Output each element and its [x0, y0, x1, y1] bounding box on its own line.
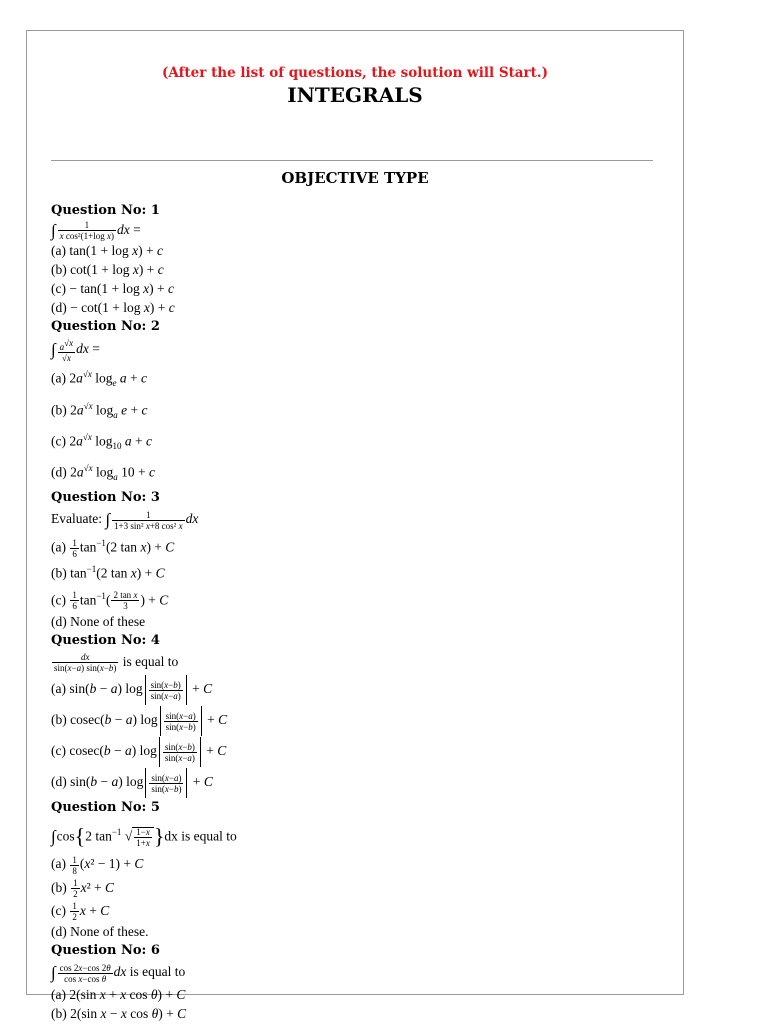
option-c: (c) $\frac{1}{2}$ x + C: [51, 901, 110, 923]
option-a: (a) $2a^{√x}$ $\log_e a + c$: [51, 369, 147, 389]
question-heading: Question No: 3: [51, 490, 160, 506]
page-title: INTEGRALS: [287, 83, 423, 107]
question-heading: Question No: 1: [51, 203, 160, 218]
question-heading: Question No: 6: [51, 943, 160, 959]
option-a: (a) $\frac{1}{6}$ $\tan^{-1}(2$ tan x) + C: [51, 538, 175, 560]
question-5-stem: ∫cos{2 $\tan^{-1}$ √ $\frac{1-x}{1+x}$ }dx is equal to: [51, 823, 237, 849]
option-c: (c) $\frac{1}{6}$ $\tan^{-1}$( $\frac{\text{2 tan x}}{3}$ ) + C: [51, 590, 169, 612]
option-b: (b) $\tan^{-1}(2$ tan x) + C: [51, 564, 165, 581]
question-1-stem: ∫ $\frac{1}{\text{x cos²(1+log x)}}$ dx =: [51, 220, 141, 242]
question-heading: Question No: 4: [51, 633, 160, 649]
option-c: (c) $2a^{√x}$ $\log_{10} a + c$: [51, 431, 152, 451]
question-heading: Question No: 5: [51, 799, 160, 815]
question-3-stem: Evaluate: ∫ $\frac{1}{\text{1+3 sin² x+8 cos² x}}$ dx: [51, 509, 199, 531]
question-4-stem: $\frac{dx}{\sin(x-a) \sin(x-b)}$ is equal to: [54, 652, 179, 674]
option-b: (b) cosec(b − a) log $\frac{\sin(x-a)}{\sin(x-b)}$ + C: [51, 705, 651, 736]
question-6-stem: ∫ $\frac{\cos 2x-\cos 2\theta}{\text{cos x−cos θ}}$ dx is equal to: [51, 962, 186, 984]
section-heading: OBJECTIVE TYPE: [281, 169, 429, 187]
option-b: (b) cot(1 + log x) + c: [51, 262, 164, 278]
option-d: (d) $2a^{√x}$ $\log_a 10 + c$: [51, 462, 155, 483]
divider: [51, 160, 653, 161]
option-a: (a) 2(sin x + x cos θ) + C: [51, 987, 186, 1003]
option-a: (a) tan(1 + log x) + c: [51, 243, 163, 259]
option-a: (a) $\frac{1}{8}$ (x² − 1) + C: [51, 854, 144, 876]
document-page: [26, 30, 684, 1022]
question-2-stem: ∫ $\frac{a^{√x}}{√x}$ dx =: [51, 337, 100, 363]
option-b: (b) 2(sin x − x cos θ) + C: [51, 1006, 187, 1022]
option-b: (b) $\frac{1}{2}$ x² + C: [51, 878, 115, 899]
option-b: (b) $2a^{√x}$ $\log_a e + c$: [51, 400, 148, 420]
option-d: (d) sin(b − a) log $\frac{\sin(x-a)}{\sin(x-b)}$ + C: [51, 767, 651, 798]
question-heading: Question No: 2: [51, 319, 160, 335]
option-d: (d) − cot(1 + log x) + c: [51, 300, 175, 316]
option-a: (a) sin(b − a) log $\frac{\sin(x-b)}{\sin(x-a)}$ + C: [51, 674, 651, 705]
option-c: (c) cosec(b − a) log $\frac{\sin(x-b)}{\sin(x-a)}$ + C: [51, 736, 651, 767]
option-d: (d) None of these: [51, 614, 146, 630]
option-c: (c) − tan(1 + log x) + c: [51, 281, 174, 297]
question-list: [51, 201, 651, 1023]
solution-note: (After the list of questions, the solution will Start.): [162, 65, 548, 81]
option-d: (d) None of these.: [51, 924, 149, 940]
